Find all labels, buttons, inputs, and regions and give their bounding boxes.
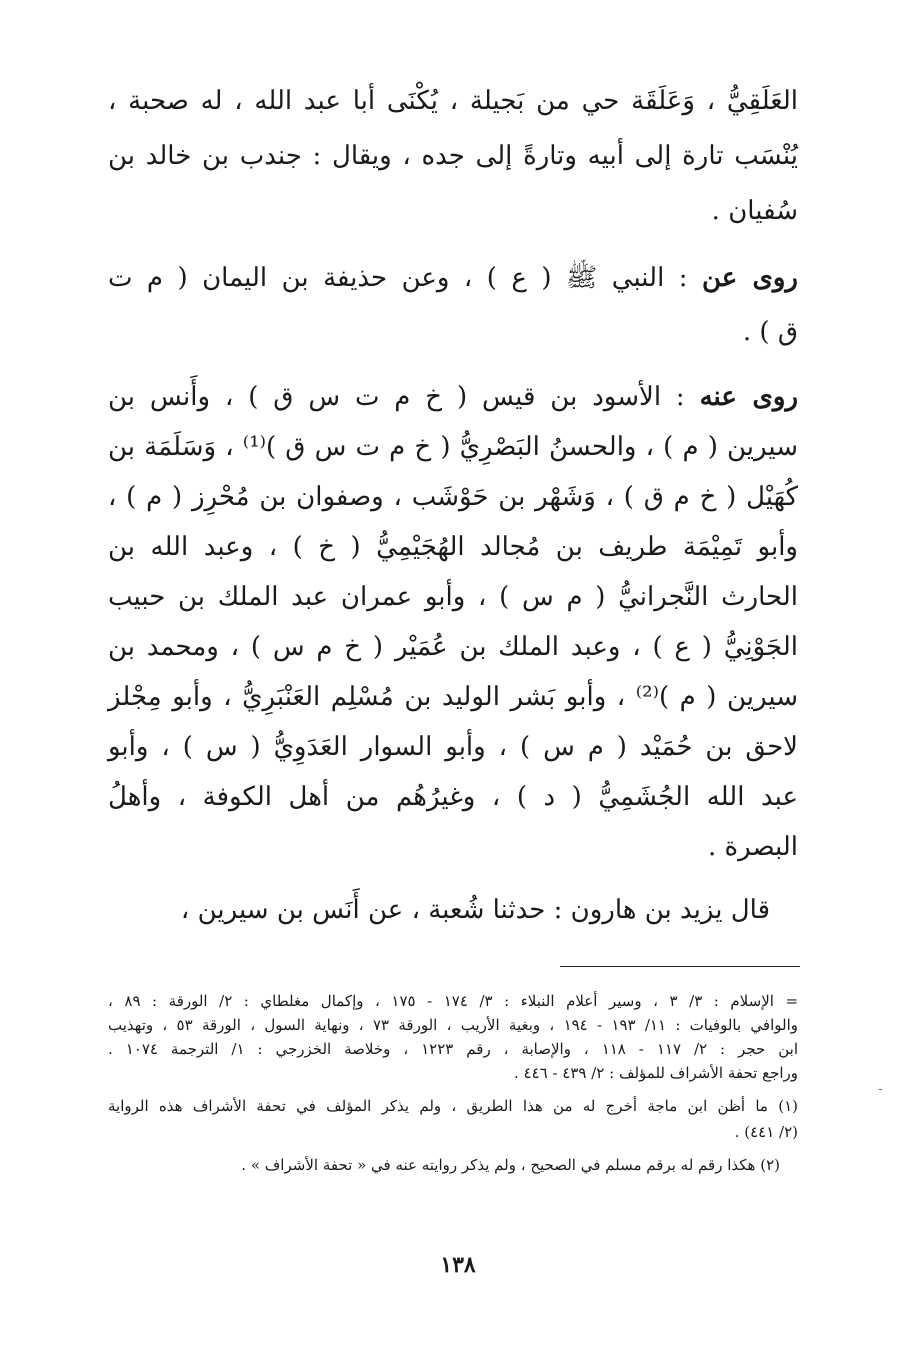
text-line: سيرين ( م )⁽²⁾ ، وأبو بَشر الوليد بن مُسْلِم العَنْبَرِيُّ ، وأبو مِجْلز xyxy=(108,682,799,712)
text-line: الجَوْنِيُّ ( ع ) ، وعبد الملك بن عُمَيْر ( خ م س ) ، ومحمد بن xyxy=(108,632,798,662)
section-lead-rawa-an: روى عن xyxy=(701,263,798,293)
text-line: قال يزيد بن هارون : حدثنا شُعبة ، عن أَنَس بن سيرين ، xyxy=(180,895,770,925)
text-line: العَلَقِيُّ ، وَعَلَقَة حي من بَجيلة ، يُكْنَى أبا عبد الله ، له صحبة ، xyxy=(108,86,798,116)
text-run: : النبي ﷺ ( ع ) ، وعن حذيفة بن اليمان ( م ت xyxy=(108,263,702,293)
footnote-1: (١) ما أظن ابن ماجة أخرج له من هذا الطريق ، ولم يذكر المؤلف في تحفة الأشراف هذه الرواية xyxy=(108,1097,798,1115)
text-line xyxy=(108,265,798,291)
text-line: لاحق بن حُمَيْد ( م س ) ، وأبو السوار العَدَوِيُّ ( س ) ، وأبو xyxy=(108,732,798,762)
text-run: : الأسود بن قيس ( خ م ت س ق ) ، وأَنس بن xyxy=(108,382,700,412)
footnote-line: = الإسلام : ٣/ ٣ ، وسير أعلام النبلاء : ٣/ ١٧٤ - ١٧٥ ، وإكمال مغلطاي : ٢/ الورقة : ٨٩ ، xyxy=(108,992,799,1010)
text-line xyxy=(108,384,798,410)
text-line: يُنْسَب تارة إلى أبيه وتارةً إلى جده ، ويقال : جندب بن خالد بن xyxy=(108,141,798,171)
footnote-1-continued: (٢/ ٤٤١) . xyxy=(734,1123,798,1141)
footnote-divider xyxy=(560,966,800,967)
text-line: وأبو تَمِيْمَة طريف بن مُجالد الهُجَيْمِيُّ ( خ ) ، وعبد الله بن xyxy=(108,532,798,562)
text-line: الحارث النَّجرانيُّ ( م س ) ، وأبو عمران عبد الملك بن حبيب xyxy=(108,582,798,612)
text-line: البصرة . xyxy=(707,832,798,862)
page-number: ١٣٨ xyxy=(440,1252,476,1278)
margin-mark: - xyxy=(878,1081,883,1097)
text-line: سيرين ( م ) ، والحسنُ البَصْرِيُّ ( خ م ت س ق )⁽¹⁾ ، وَسَلَمَة بن xyxy=(108,432,798,462)
text-line: عبد الله الجُشَمِيُّ ( د ) ، وغيرُهُم من أهل الكوفة ، وأهلُ xyxy=(108,782,798,812)
text-line: كُهَيْل ( خ م ق ) ، وَشَهْر بن حَوْشَب ، وصفوان بن مُحْرِز ( م ) ، xyxy=(108,482,798,512)
footnote-line: وراجع تحفة الأشراف للمؤلف : ٢/ ٤٣٩ - ٤٤٦ . xyxy=(513,1064,798,1082)
section-lead-rawa-anhu: روى عنه xyxy=(699,382,799,412)
footnote-2: (٢) هكذا رقم له برقم مسلم في الصحيح ، ولم يذكر روايته عنه في « تحفة الأشراف » . xyxy=(241,1156,780,1174)
footnote-line: والوافي بالوفيات : ١١/ ١٩٣ - ١٩٤ ، وبغية الأريب ، الورقة ٧٣ ، ونهاية السول ، الورقة ٥٣ ، وتهذيب xyxy=(108,1016,799,1034)
text-line: ق ) . xyxy=(742,317,798,347)
footnote-line: ابن حجر : ٢/ ١١٧ - ١١٨ ، والإصابة ، رقم ١٢٢٣ ، وخلاصة الخزرجي : ١/ الترجمة ١٠٧٤ . xyxy=(108,1040,798,1058)
text-line: سُفيان . xyxy=(711,196,798,226)
